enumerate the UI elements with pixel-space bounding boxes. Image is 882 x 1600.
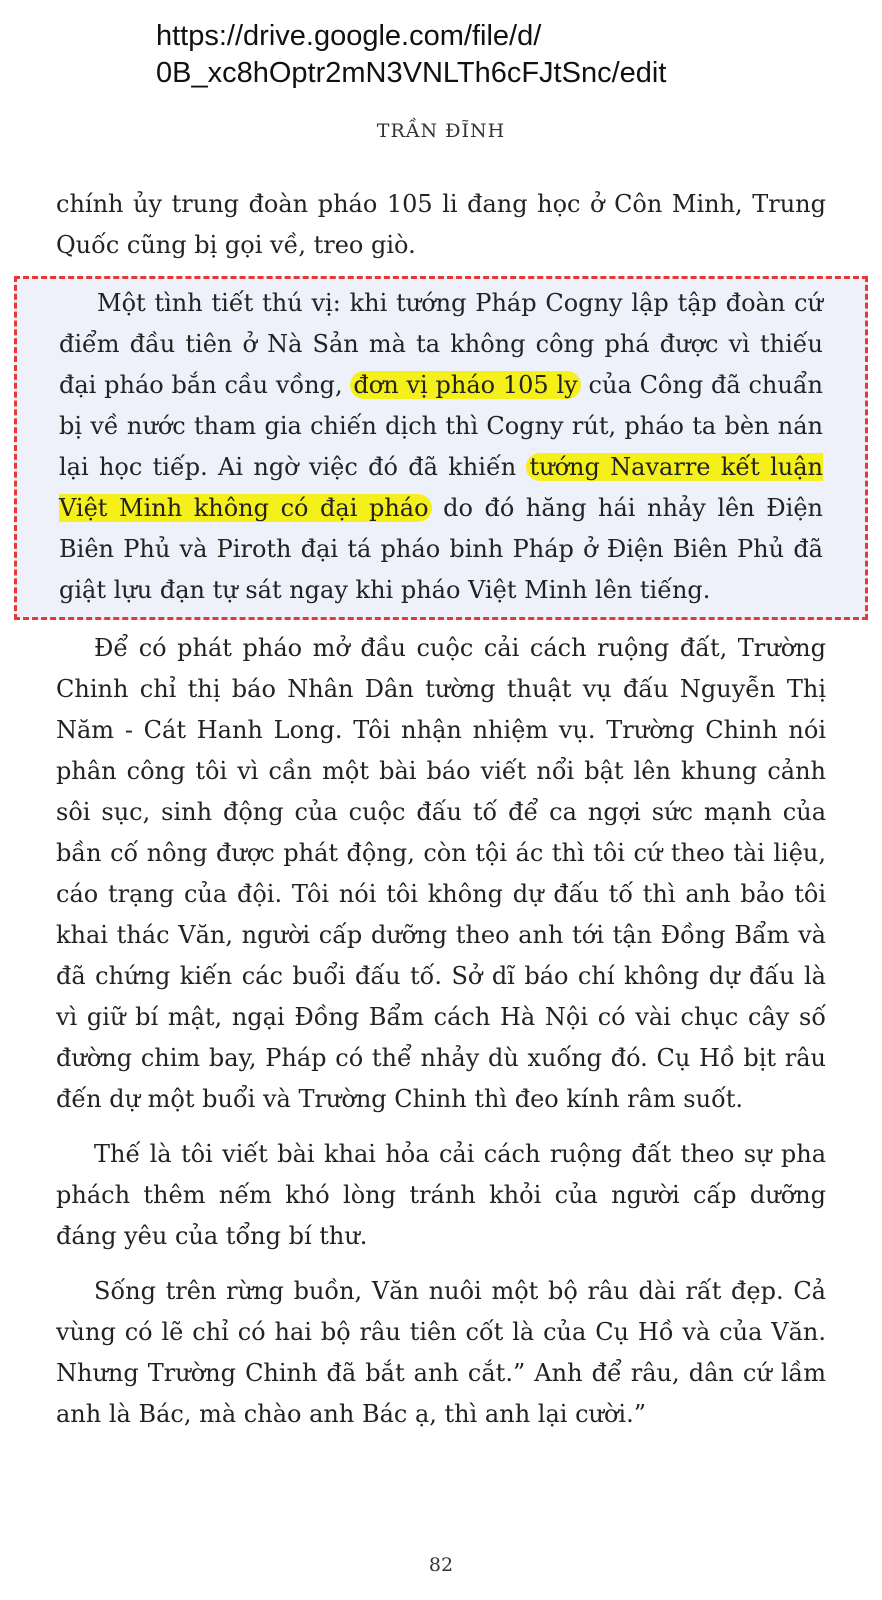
paragraph-land-reform: Để có phát pháo mở đầu cuộc cải cách ruộng đất, Trường Chinh chỉ thị báo Nhân Dân tường thuật vụ đấu Nguyễn Thị Năm - Cát Hanh Long. Tôi nhận nhiệm vụ. Trường Chinh nói phân công tôi vì cần một bài báo viết nổi bật lên khung cảnh sôi sục, sinh động của cuộc đấu tố để ca ngợi sức mạnh của bần cố nông được phát động, còn tội ác thì tôi cứ theo tài liệu, cáo trạng của đội. Tôi nói tôi không dự đấu tố thì anh bảo tôi khai thác Văn, người cấp dưỡng theo anh tới tận Đồng Bẩm và đã chứng kiến các buổi đấu tố. Sở dĩ báo chí không dự đấu là vì giữ bí mật, ngại Đồng Bẩm cách Hà Nội có vài chục cây số đường chim bay, Pháp có thể nhảy dù xuống đó. Cụ Hồ bịt râu đến dự một buổi và Trường Chinh thì đeo kính râm suốt. bbox=[56, 634, 826, 1113]
paragraph-annotated-part-1: Một tình tiết thú vị: khi tướng Pháp Cogny lập tập đoàn cứ điểm đầu tiên ở Nà Sản mà ta không công phá được vì thiếu đại pháo bắn cầu vồng, bbox=[59, 289, 823, 399]
annotated-passage-box bbox=[14, 276, 868, 620]
paragraph-article-written: Thế là tôi viết bài khai hỏa cải cách ruộng đất theo sự pha phách thêm nếm khó lòng tránh khỏi của người cấp dưỡng đáng yêu của tổng bí thư. bbox=[56, 1140, 826, 1250]
running-head-author: TRẦN ĐĨNH bbox=[376, 120, 506, 142]
paragraph-continuation: chính ủy trung đoàn pháo 105 li đang học ở Côn Minh, Trung Quốc cũng bị gọi về, treo giò. bbox=[56, 190, 826, 259]
paragraph-annotated bbox=[59, 283, 823, 611]
page-number: 82 bbox=[428, 1554, 454, 1576]
source-url-line-1: https://drive.google.com/file/d/ bbox=[156, 20, 542, 52]
page-body bbox=[56, 184, 826, 1435]
paragraph-annotated-part-3: do đó hăng hái nhảy lên Điện Biên Phủ và Piroth đại tá pháo binh Pháp ở Điện Biên Phủ đã giật lựu đạn tự sát ngay khi pháo Việt Minh lên tiếng. bbox=[59, 494, 823, 604]
highlight-artillery-unit: đơn vị pháo 105 ly bbox=[350, 371, 580, 399]
paragraph-beard: Sống trên rừng buồn, Văn nuôi một bộ râu dài rất đẹp. Cả vùng có lẽ chỉ có hai bộ râu tiên cốt là của Cụ Hồ và của Văn. Nhưng Trường Chinh đã bắt anh cắt.” Anh để râu, dân cứ lầm anh là Bác, mà chào anh Bác ạ, thì anh lại cười.” bbox=[56, 1277, 826, 1428]
highlight-navarre-conclusion: tướng Navarre kết luận Việt Minh không có đại pháo bbox=[59, 453, 823, 522]
source-url-line-2: 0B_xc8hOptr2mN3VNLTh6cFJtSnc/edit bbox=[156, 57, 667, 89]
source-url bbox=[156, 18, 666, 92]
paragraph-annotated-part-2: của Công đã chuẩn bị về nước tham gia chiến dịch thì Cogny rút, pháo ta bèn nán lại học tiếp. Ai ngờ việc đó đã khiến bbox=[59, 371, 824, 481]
